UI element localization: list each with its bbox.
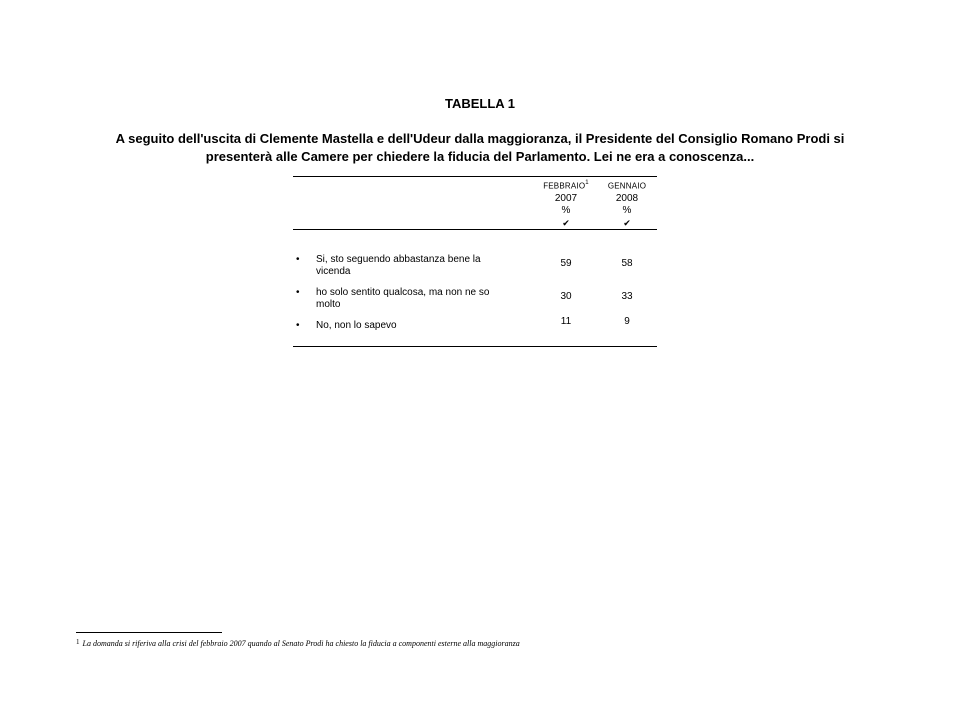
table-title: TABELLA 1	[444, 96, 516, 111]
footnote-separator	[76, 632, 222, 633]
footnote-text: La domanda si riferiva alla crisi del febbraio 2007 quando al Senato Prodi ha chiesto la fiducia a componenti esterne alla maggioranza	[82, 639, 520, 648]
bullet-icon: •	[296, 254, 300, 265]
table-top-rule	[293, 176, 657, 177]
row-value-2007: 11	[560, 316, 572, 327]
row-label: No, non lo sapevo	[316, 320, 397, 331]
row-value-2007: 30	[560, 291, 572, 302]
column-month: FEBBRAIO$^1$	[543, 180, 589, 191]
footnote	[76, 639, 776, 649]
column-month: GENNAIO	[607, 181, 647, 191]
row-value-2008: 58	[621, 258, 633, 269]
table-header-rule	[293, 229, 657, 230]
bullet-icon: •	[296, 287, 300, 298]
table-bottom-rule	[293, 346, 657, 347]
column-header-2008	[599, 178, 655, 229]
column-year: 2008	[615, 192, 639, 204]
column-unit: %	[561, 204, 571, 216]
row-value-2008: 33	[621, 291, 633, 302]
bullet-icon: •	[296, 320, 300, 331]
row-label: ho solo sentito qualcosa, ma non ne so molto	[316, 287, 490, 310]
question-line-2: presenterà alle Camere per chiedere la fiducia del Parlamento. Lei ne era a conoscenza...	[205, 149, 755, 164]
row-value-2008: 9	[624, 316, 630, 327]
footnote-mark: 1	[76, 638, 80, 646]
row-value-2007: 59	[560, 258, 572, 269]
question-line-1: A seguito dell'uscita di Clemente Mastella e dell'Udeur dalla maggioranza, il Presidente del Consiglio Romano Prodi si	[115, 131, 845, 146]
check-icon: ✔	[562, 217, 570, 228]
footnote-reference: 1	[585, 180, 589, 186]
survey-question	[60, 130, 900, 166]
check-icon: ✔	[623, 217, 631, 228]
column-header-2007	[538, 178, 594, 229]
column-year: 2007	[554, 192, 578, 204]
row-label: Si, sto seguendo abbastanza bene la vicenda	[316, 254, 481, 277]
column-unit: %	[622, 204, 632, 216]
